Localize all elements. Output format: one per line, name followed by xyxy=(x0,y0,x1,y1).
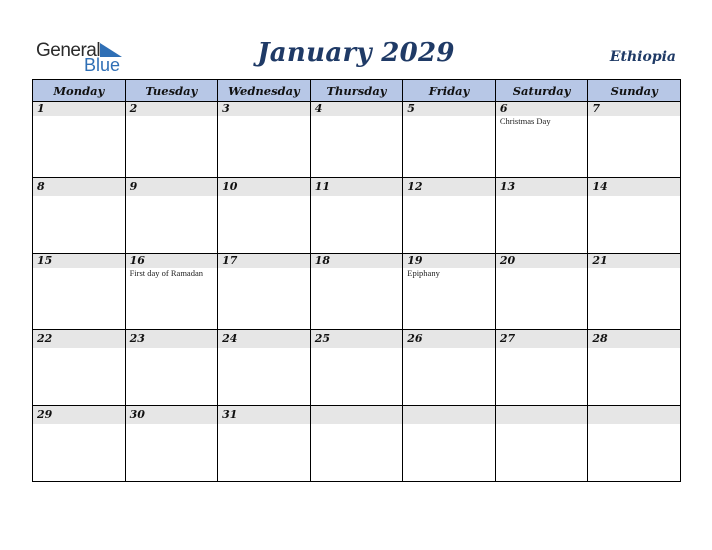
week-row xyxy=(33,254,681,330)
day-number xyxy=(311,406,403,424)
day-number: 26 xyxy=(403,330,495,348)
day-cell[interactable] xyxy=(495,254,588,330)
day-cell[interactable] xyxy=(310,178,403,254)
day-number: 12 xyxy=(403,178,495,196)
day-cell[interactable] xyxy=(588,254,681,330)
day-number: 14 xyxy=(588,178,680,196)
day-number: 22 xyxy=(33,330,125,348)
day-cell[interactable] xyxy=(310,406,403,482)
day-cell[interactable] xyxy=(310,254,403,330)
day-number: 11 xyxy=(311,178,403,196)
day-cell[interactable] xyxy=(218,330,311,406)
day-cell[interactable] xyxy=(403,178,496,254)
day-cell[interactable] xyxy=(495,406,588,482)
country-label: Ethiopia xyxy=(609,49,676,65)
day-cell[interactable] xyxy=(125,254,218,330)
day-cell[interactable] xyxy=(403,254,496,330)
calendar-grid xyxy=(32,79,681,482)
day-number: 4 xyxy=(311,102,403,116)
day-cell[interactable] xyxy=(588,178,681,254)
weekday-header: Sunday xyxy=(588,80,681,102)
day-cell[interactable] xyxy=(218,254,311,330)
day-cell[interactable] xyxy=(495,330,588,406)
day-cell[interactable] xyxy=(33,330,126,406)
day-number: 21 xyxy=(588,254,680,268)
day-cell[interactable] xyxy=(588,102,681,178)
day-cell[interactable] xyxy=(403,102,496,178)
day-number: 28 xyxy=(588,330,680,348)
day-number: 13 xyxy=(496,178,588,196)
day-cell[interactable] xyxy=(310,102,403,178)
week-row xyxy=(33,178,681,254)
day-number xyxy=(403,406,495,424)
day-cell[interactable] xyxy=(588,330,681,406)
weekday-header: Monday xyxy=(33,80,126,102)
day-cell[interactable] xyxy=(495,178,588,254)
logo-blue-text: Blue xyxy=(84,55,121,75)
day-cell[interactable] xyxy=(310,330,403,406)
holiday-label: Christmas Day xyxy=(499,116,551,126)
day-number: 23 xyxy=(126,330,218,348)
calendar-title: January 2029 xyxy=(257,38,455,68)
day-cell[interactable] xyxy=(403,330,496,406)
day-cell[interactable] xyxy=(495,102,588,178)
day-number: 30 xyxy=(126,406,218,424)
day-number: 6 xyxy=(496,102,588,116)
day-cell[interactable] xyxy=(125,406,218,482)
day-number: 19 xyxy=(403,254,495,268)
day-number: 15 xyxy=(33,254,125,268)
day-cell[interactable] xyxy=(33,406,126,482)
weekday-header: Friday xyxy=(403,80,496,102)
weekday-header: Thursday xyxy=(310,80,403,102)
day-number xyxy=(588,406,680,424)
day-cell[interactable] xyxy=(403,406,496,482)
day-cell[interactable] xyxy=(588,406,681,482)
week-row xyxy=(33,330,681,406)
day-number: 8 xyxy=(33,178,125,196)
day-number: 10 xyxy=(218,178,310,196)
weekday-header-row xyxy=(33,80,681,102)
weekday-header: Saturday xyxy=(495,80,588,102)
day-number: 2 xyxy=(126,102,218,116)
day-cell[interactable] xyxy=(125,330,218,406)
day-number: 31 xyxy=(218,406,310,424)
holiday-label: Epiphany xyxy=(407,268,440,278)
weekday-header: Wednesday xyxy=(218,80,311,102)
day-number: 25 xyxy=(311,330,403,348)
day-number: 17 xyxy=(218,254,310,268)
holiday-label: First day of Ramadan xyxy=(129,268,203,278)
day-cell[interactable] xyxy=(125,102,218,178)
day-number: 29 xyxy=(33,406,125,424)
day-number xyxy=(496,406,588,424)
day-cell[interactable] xyxy=(218,178,311,254)
day-number: 5 xyxy=(403,102,495,116)
day-cell[interactable] xyxy=(218,102,311,178)
week-row xyxy=(33,406,681,482)
day-number: 18 xyxy=(311,254,403,268)
day-number: 3 xyxy=(218,102,310,116)
day-number: 20 xyxy=(496,254,588,268)
day-number: 24 xyxy=(218,330,310,348)
day-number: 7 xyxy=(588,102,680,116)
week-row xyxy=(33,102,681,178)
day-cell[interactable] xyxy=(218,406,311,482)
day-number: 27 xyxy=(496,330,588,348)
day-number: 9 xyxy=(126,178,218,196)
logo-general-text: General xyxy=(36,40,101,61)
day-cell[interactable] xyxy=(33,102,126,178)
weekday-header: Tuesday xyxy=(125,80,218,102)
day-number: 1 xyxy=(33,102,125,116)
day-cell[interactable] xyxy=(125,178,218,254)
day-cell[interactable] xyxy=(33,178,126,254)
day-cell[interactable] xyxy=(33,254,126,330)
day-number: 16 xyxy=(126,254,218,268)
